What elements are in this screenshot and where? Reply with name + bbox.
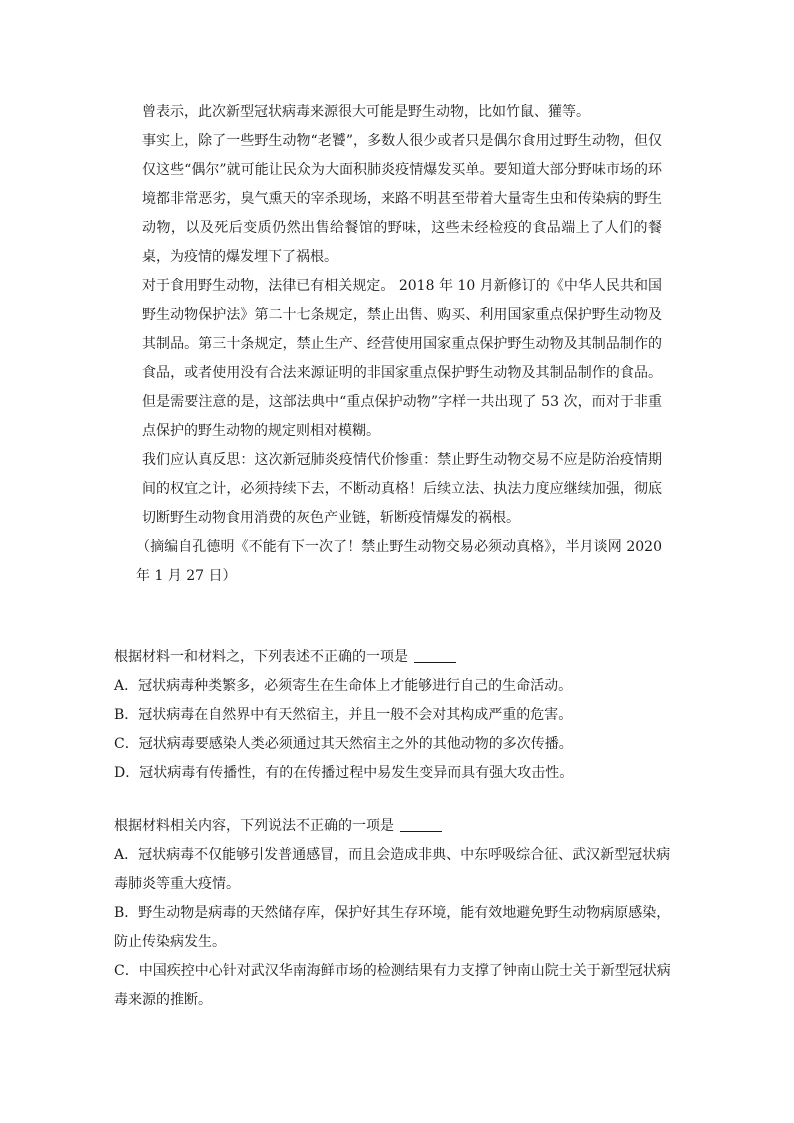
- question-2-option-b: B．野生动物是病毒的天然储存库，保护好其生存环境，能有效地避免野生动物病原感染，防止传染病发生。: [114, 905, 671, 950]
- question-1: [114, 643, 684, 788]
- question-1-stem-text: 根据材料一和材料之，下列表述不正确的一项是: [114, 649, 408, 665]
- question-1-option-a: A．冠状病毒种类繁多，必须寄生在生命体上才能够进行自己的生命活动。: [114, 678, 573, 694]
- question-1-option-c: C．冠状病毒要感染人类必须通过其天然宿主之外的其他动物的多次传播。: [114, 736, 573, 752]
- question-1-option-b: B．冠状病毒在自然界中有天然宿主，并且一般不会对其构成严重的危害。: [114, 707, 573, 723]
- passage-paragraph-4: 我们应认真反思：这次新冠肺炎疫情代价惨重：禁止野生动物交易不应是防治疫情期间的权宜之计，必须持续下去，不断动真格！后续立法、执法力度应继续加强，彻底切断野生动物食用消费的灰色产业链，斩断疫情爆发的祸根。: [142, 452, 662, 526]
- passage-paragraph-2: 事实上，除了一些野生动物“老饕”，多数人很少或者只是偶尔食用过野生动物，但仅仅这些“偶尔”就可能让民众为大面积肺炎疫情爆发买单。要知道大部分野味市场的环境都非常恶劣，臭气熏天的宰杀现场，来路不明甚至带着大量寄生虫和传染病的野生动物，以及死后变质仍然出售给餐馆的野味，这些未经检疫的食品端上了人们的餐桌，为疫情的爆发埋下了祸根。: [142, 133, 662, 265]
- passage-paragraph-3: 对于食用野生动物，法律已有相关规定。 2018 年 10 月新修订的《中华人民共和国野生动物保护法》第二十七条规定，禁止出售、购买、利用国家重点保护野生动物及其制品。第三十条规定，禁止生产、经营使用国家重点保护野生动物及其制品制作的食品，或者使用没有合法来源证明的非国家重点保护野生动物及其制品制作的食品。但是需要注意的是，这部法典中“重点保护动物”字样一共出现了 53 次，而对于非重点保护的野生动物的规定则相对模糊。: [142, 278, 662, 439]
- question-1-stem: [114, 643, 684, 672]
- answer-blank: [414, 648, 456, 663]
- passage-paragraph-1: 曾表示，此次新型冠状病毒来源很大可能是野生动物，比如竹鼠、獾等。: [142, 104, 590, 120]
- passage-source: （摘编自孔德明《不能有下一次了！禁止野生动物交易必须动真格》，半月谈网 2020 年 1 月 27 日）: [136, 539, 662, 584]
- question-1-option-d: D．冠状病毒有传播性，有的在传播过程中易发生变异而具有强大攻击性。: [114, 765, 574, 781]
- question-2-stem-text: 根据材料相关内容，下列说法不正确的一项是: [114, 818, 394, 834]
- answer-blank: [400, 817, 442, 832]
- question-2: [114, 812, 684, 1015]
- question-2-option-a: A．冠状病毒不仅能够引发普通感冒，而且会造成非典、中东呼吸综合征、武汉新型冠状病毒肺炎等重大疫情。: [114, 847, 671, 892]
- reading-passage: [136, 98, 662, 591]
- question-2-option-c: C．中国疾控中心针对武汉华南海鲜市场的检测结果有力支撑了钟南山院士关于新型冠状病毒来源的推断。: [114, 963, 671, 1008]
- question-2-stem: [114, 812, 684, 841]
